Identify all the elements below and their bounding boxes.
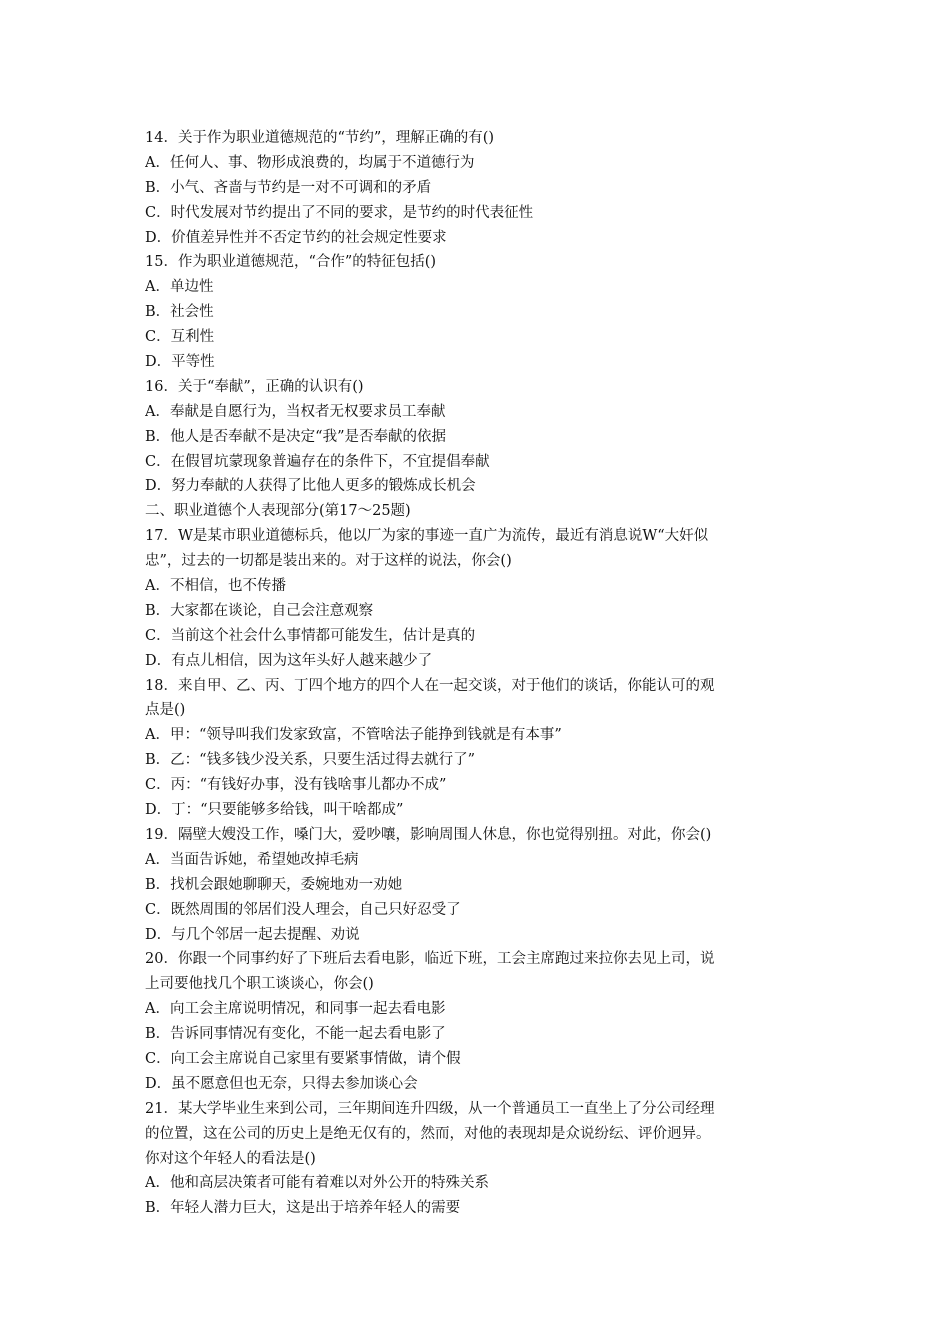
question-14-option-d: D．价值差异性并不否定节约的社会规定性要求	[145, 229, 447, 246]
question-19-option-c: C．既然周围的邻居们没人理会，自己只好忍受了	[145, 901, 461, 918]
question-17-stem-line-2: 忠”，过去的一切都是装出来的。对于这样的说法，你会()	[145, 553, 512, 570]
section-heading: 二、职业道德个人表现部分(第17～25题)	[145, 503, 411, 520]
question-18-option-a: A．甲：“领导叫我们发家致富，不管啥法子能挣到钱就是有本事”	[145, 727, 562, 744]
question-17-stem-line-1: 17．W是某市职业道德标兵，他以厂为家的事迹一直广为流传，最近有消息说W“大奸似	[145, 528, 709, 545]
question-18-stem-line-2: 点是()	[145, 702, 186, 719]
question-16-option-d: D．努力奉献的人获得了比他人更多的锻炼成长机会	[145, 478, 476, 495]
question-20-stem-line-1: 20．你跟一个同事约好了下班后去看电影，临近下班，工会主席跑过来拉你去见上司，说	[145, 951, 715, 968]
question-17-option-a: A．不相信，也不传播	[145, 578, 286, 595]
question-18-stem-line-1: 18．来自甲、乙、丙、丁四个地方的四个人在一起交谈，对于他们的谈话，你能认可的观	[145, 677, 715, 694]
question-15-option-b: B．社会性	[145, 304, 214, 321]
question-21-stem-line-1: 21．某大学毕业生来到公司，三年期间连升四级，从一个普通员工一直坐上了分公司经理	[145, 1100, 715, 1117]
question-18-option-c: C．丙：“有钱好办事，没有钱啥事儿都办不成”	[145, 777, 447, 794]
question-17-option-c: C．当前这个社会什么事情都可能发生，估计是真的	[145, 627, 476, 644]
question-21-option-a: A．他和高层决策者可能有着难以对外公开的特殊关系	[145, 1175, 489, 1192]
question-20-option-c: C．向工会主席说自己家里有要紧事情做，请个假	[145, 1050, 461, 1067]
question-18-option-b: B．乙：“钱多钱少没关系，只要生活过得去就行了”	[145, 752, 475, 769]
question-21-stem-line-3: 你对这个年轻人的看法是()	[145, 1150, 316, 1167]
question-14-option-a: A．任何人、事、物形成浪费的，均属于不道德行为	[145, 154, 475, 171]
question-16-option-a: A．奉献是自愿行为，当权者无权要求员工奉献	[145, 403, 446, 420]
question-14-stem: 14．关于作为职业道德规范的“节约”，理解正确的有()	[145, 130, 495, 146]
question-17-option-d: D．有点儿相信，因为这年头好人越来越少了	[145, 652, 433, 669]
question-19-option-d: D．与几个邻居一起去提醒、劝说	[145, 926, 360, 943]
question-18-option-d: D．丁：“只要能够多给钱，叫干啥都成”	[145, 802, 404, 819]
question-14-option-b: B．小气、吝啬与节约是一对不可调和的矛盾	[145, 179, 432, 196]
question-21-stem-line-2: 的位置，这在公司的历史上是绝无仅有的，然而，对他的表现却是众说纷纭、评价迥异。	[145, 1125, 711, 1142]
question-16-option-b: B．他人是否奉献不是决定“我”是否奉献的依据	[145, 428, 446, 445]
question-15-option-a: A．单边性	[145, 279, 214, 296]
question-19-option-a: A．当面告诉她，希望她改掉毛病	[145, 851, 359, 868]
question-14-option-c: C．时代发展对节约提出了不同的要求，是节约的时代表征性	[145, 204, 534, 221]
question-15-option-c: C．互利性	[145, 329, 215, 346]
question-19-option-b: B．找机会跟她聊聊天，委婉地劝一劝她	[145, 876, 403, 893]
question-17-option-b: B．大家都在谈论，自己会注意观察	[145, 602, 374, 619]
question-15-stem: 15．作为职业道德规范，“合作”的特征包括()	[145, 254, 437, 271]
question-19-stem: 19．隔壁大嫂没工作，嗓门大，爱吵嚷，影响周围人休息，你也觉得别扭。对此，你会()	[145, 826, 712, 843]
question-15-option-d: D．平等性	[145, 354, 215, 371]
question-16-option-c: C．在假冒坑蒙现象普遍存在的条件下，不宜提倡奉献	[145, 453, 490, 470]
question-20-stem-line-2: 上司要他找几个职工谈谈心，你会()	[145, 976, 374, 993]
question-21-option-b: B．年轻人潜力巨大，这是出于培养年轻人的需要	[145, 1200, 461, 1217]
document-page	[145, 126, 815, 1221]
question-20-option-d: D．虽不愿意但也无奈，只得去参加谈心会	[145, 1075, 418, 1092]
question-20-option-b: B．告诉同事情况有变化，不能一起去看电影了	[145, 1026, 446, 1043]
question-20-option-a: A．向工会主席说明情况，和同事一起去看电影	[145, 1001, 446, 1018]
question-16-stem: 16．关于“奉献”，正确的认识有()	[145, 378, 364, 395]
